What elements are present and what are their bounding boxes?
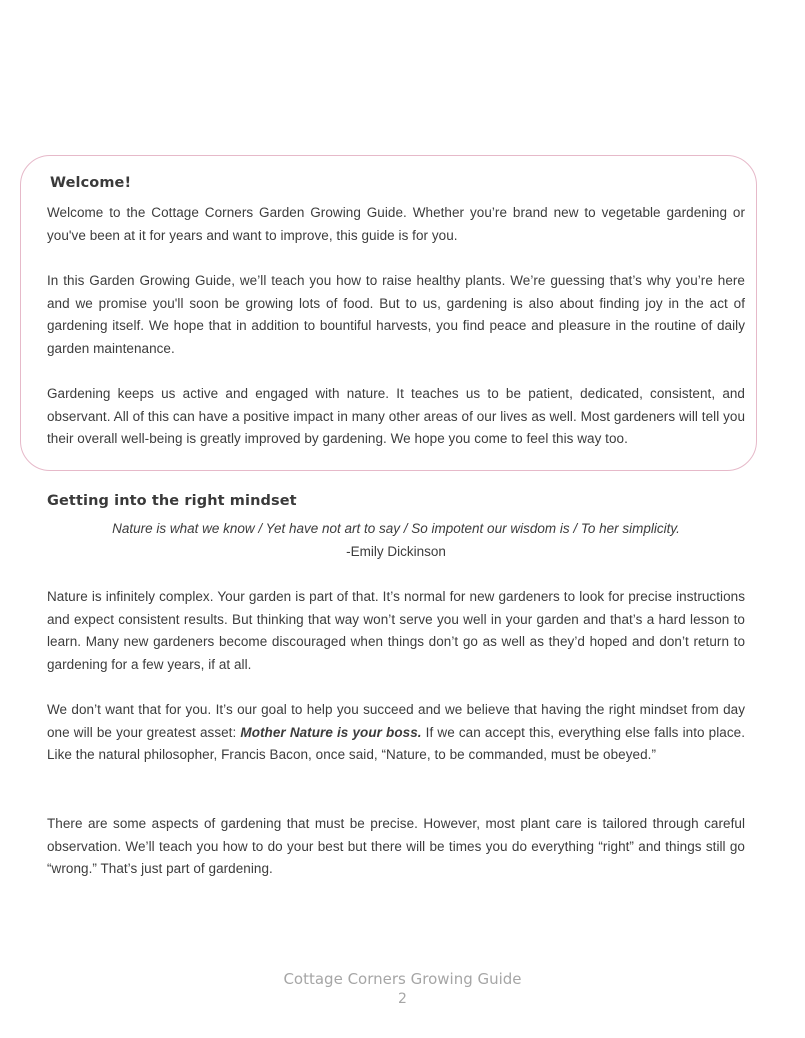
paragraph-2-rest: If we can accept this, everything else falls into place. Like the natural philosopher, Francis Bacon, once said, “Nature, to be commanded, must be obeyed.” — [47, 724, 745, 763]
welcome-paragraph-3: Gardening keeps us active and engaged with nature. It teaches us to be patient, dedicated, consistent, and observant. All of this can have a positive impact in many other areas of our lives as well. Most gardeners will tell you their overall well-being is greatly improved by gardening. We hope you come to feel this way too. — [47, 386, 745, 447]
dickinson-quote: Nature is what we know / Yet have not art to say / So impotent our wisdom is / To her simplicity. — [112, 521, 680, 536]
page-number: 2 — [398, 991, 407, 1007]
paragraph-2-lead: We don’t want that for you. It’s our goal to help you succeed and we believe that having the right mindset from day one will be your greatest asset: — [47, 702, 745, 740]
mindset-heading: Getting into the right mindset — [47, 493, 297, 509]
mindset-paragraph-2 — [47, 699, 745, 767]
welcome-heading: Welcome! — [50, 175, 132, 191]
mindset-paragraph-3: There are some aspects of gardening that must be precise. However, most plant care is tailored through careful observation. We’ll teach you how to do your best but there will be times you do everything “right” and things still go “wrong.” That’s just part of gardening. — [47, 816, 745, 877]
welcome-paragraph-1: Welcome to the Cottage Corners Garden Growing Guide. Whether you’re brand new to vegetable gardening or you've been at it for years and want to improve, this guide is for you. — [47, 205, 745, 243]
footer-title: Cottage Corners Growing Guide — [283, 970, 522, 988]
emphasis-mother-nature: Mother Nature is your boss. — [240, 724, 422, 740]
quote-author: -Emily Dickinson — [346, 544, 446, 559]
mindset-paragraph-1: Nature is infinitely complex. Your garden is part of that. It’s normal for new gardeners to look for precise instructions and expect consistent results. But thinking that way won’t serve you well in your garden and that’s a hard lesson to learn. Many new gardeners become discouraged when things don’t go as well as they’d hoped and don’t return to gardening for a few years, if at all. — [47, 589, 745, 673]
welcome-paragraph-2: In this Garden Growing Guide, we’ll teach you how to raise healthy plants. We’re guessing that’s why you’re here and we promise you'll soon be growing lots of food. But to us, gardening is also about finding joy in the act of gardening itself. We hope that in addition to bountiful harvests, you find peace and pleasure in the routine of daily garden maintenance. — [47, 273, 745, 357]
